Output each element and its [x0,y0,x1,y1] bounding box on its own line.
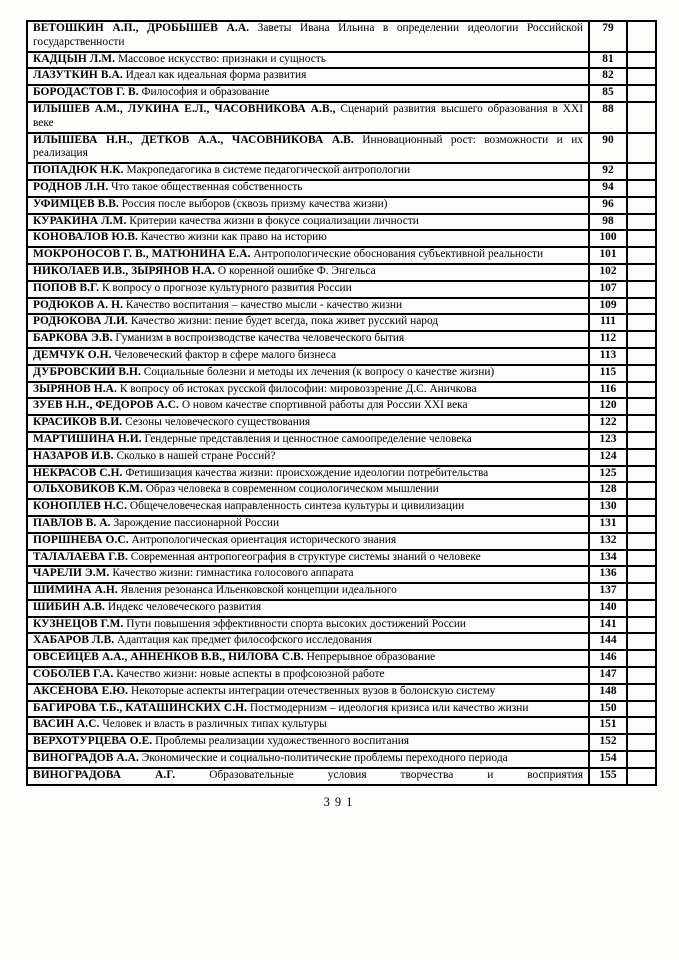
blank-cell [627,717,656,734]
entry-authors: ЗУЕВ Н.Н., ФЕДОРОВ А.С. [33,399,179,412]
entry-text [27,734,589,751]
page-number: 391 [323,794,358,809]
toc-row [27,102,656,133]
entry-authors: ПОРШНЕВА О.С. [33,533,129,546]
toc-row [27,180,656,197]
entry-authors: СОБОЛЕВ Г.А. [33,668,114,681]
toc-row [27,466,656,483]
entry-text [27,499,589,516]
entry-text [27,583,589,600]
entry-title: Философия и образование [138,86,270,99]
toc-row [27,52,656,69]
blank-cell [627,214,656,231]
entry-title: Сезоны человеческого существования [122,416,311,429]
entry-title: Зарождение пассионарной России [110,516,280,529]
entry-title: Экономические и социально-политические проблемы переходного периода [138,752,508,765]
entry-text [27,348,589,365]
entry-text [27,398,589,415]
blank-cell [627,415,656,432]
blank-cell [627,331,656,348]
entry-page: 111 [589,314,627,331]
entry-title: Критерии качества жизни в фокусе социализации личности [126,214,419,227]
blank-cell [627,197,656,214]
entry-authors: НЕКРАСОВ С.Н. [33,466,123,479]
entry-authors: БАГИРОВА Т.Б., КАТАШИНСКИХ С.Н. [33,701,248,714]
toc-row [27,667,656,684]
toc-row [27,499,656,516]
entry-title: Качество жизни: новые аспекты в профсоюзной работе [113,668,385,681]
toc-row [27,133,656,164]
entry-authors: РОДЮКОВА Л.И. [33,315,128,328]
toc-row [27,331,656,348]
entry-page: 82 [589,68,627,85]
entry-page: 144 [589,633,627,650]
blank-cell [627,583,656,600]
entry-page: 81 [589,52,627,69]
entry-page: 122 [589,415,627,432]
entry-text [27,768,589,785]
toc-row [27,230,656,247]
entry-text [27,466,589,483]
entry-authors: КУЗНЕЦОВ Г.М. [33,617,124,630]
blank-cell [627,264,656,281]
entry-title: Антропологическая ориентация исторического знания [128,533,397,546]
blank-cell [627,281,656,298]
entry-title: Сколько в нашей стране Россий? [113,449,276,462]
entry-title: Сценарий развития высшего образования в XXI веке [33,102,583,129]
entry-authors: КОНОВАЛОВ Ю.В. [33,231,138,244]
blank-cell [627,133,656,164]
entry-title: К вопросу о прогнозе культурного развития России [99,281,352,294]
entry-page: 151 [589,717,627,734]
entry-page: 88 [589,102,627,133]
entry-title: Инновационный рост: возможности и их реализация [33,133,584,160]
toc-row [27,21,656,52]
entry-page: 141 [589,617,627,634]
entry-text [27,365,589,382]
entry-authors: МОКРОНОСОВ Г. В., МАТЮНИНА Е.А. [33,248,251,261]
entry-authors: МАРТИШИНА Н.И. [33,432,142,445]
entry-text [27,566,589,583]
entry-page: 102 [589,264,627,281]
entry-authors: ВАСИН А.С. [33,718,100,731]
entry-authors: ТАЛАЛАЕВА Г.В. [33,550,128,563]
entry-text [27,600,589,617]
blank-cell [627,600,656,617]
entry-authors: ХАБАРОВ Л.В. [33,634,115,647]
entry-page: 116 [589,382,627,399]
blank-cell [627,550,656,567]
entry-text [27,516,589,533]
entry-text [27,550,589,567]
entry-authors: ОВСЕЙЦЕВ А.А., АННЕНКОВ В.В., НИЛОВА С.В. [33,651,304,664]
entry-text [27,52,589,69]
entry-authors: ЛАЗУТКИН В.А. [33,69,123,82]
toc-row [27,415,656,432]
toc-row [27,751,656,768]
entry-title: Человек и власть в различных типах культуры [99,718,327,731]
entry-title: Гуманизм в воспроизводстве качества человеческого бытия [112,332,405,345]
entry-title: Проблемы реализации художественного воспитания [152,735,410,748]
entry-page: 137 [589,583,627,600]
entry-authors: КАДЦЫН Л.М. [33,52,116,65]
entry-text [27,197,589,214]
entry-text [27,21,589,52]
blank-cell [627,533,656,550]
entry-authors: РОДЮКОВ А. Н. [33,298,124,311]
toc-row [27,768,656,785]
entry-authors: ВИНОГРАДОВ А.А. [33,752,139,765]
entry-authors: ДЕМЧУК О.Н. [33,348,112,361]
entry-text [27,163,589,180]
entry-text [27,650,589,667]
entry-authors: ШИМИНА А.Н. [33,584,118,597]
entry-text [27,432,589,449]
blank-cell [627,230,656,247]
entry-page: 152 [589,734,627,751]
entry-text [27,482,589,499]
blank-cell [627,650,656,667]
toc-table [26,20,657,786]
toc-row [27,566,656,583]
entry-page: 90 [589,133,627,164]
entry-page: 155 [589,768,627,785]
entry-title: О коренной ошибке Ф. Энгельса [215,264,376,277]
entry-title: Человеческий фактор в сфере малого бизнеса [111,348,337,361]
entry-title: Россия после выборов (сквозь призму качества жизни) [118,197,388,210]
entry-text [27,331,589,348]
entry-title: Адаптация как предмет философского исследования [114,634,372,647]
entry-text [27,449,589,466]
entry-title: Заветы Ивана Ильина в определении идеологии Российской государственности [33,22,583,48]
toc-row [27,633,656,650]
entry-title: Макропедагогика в системе педагогической антропологии [123,164,411,177]
entry-authors: КОНОПЛЕВ Н.С. [33,500,128,513]
entry-text [27,633,589,650]
entry-page: 79 [589,21,627,52]
entry-authors: КРАСИКОВ В.И. [33,416,123,429]
toc-row [27,684,656,701]
toc-row [27,449,656,466]
entry-title: О новом качестве спортивной работы для России XXI века [178,399,468,412]
entry-text [27,751,589,768]
entry-authors: НАЗАРОВ И.В. [33,449,114,462]
entry-page: 113 [589,348,627,365]
entry-title: Пути повышения эффективности спорта высоких достижений России [123,617,467,630]
toc-row [27,650,656,667]
toc-row [27,163,656,180]
toc-row [27,701,656,718]
entry-authors: ЗЫРЯНОВ Н.А. [33,382,117,395]
entry-text [27,247,589,264]
entry-page: 101 [589,247,627,264]
blank-cell [627,617,656,634]
toc-row [27,68,656,85]
blank-cell [627,21,656,52]
entry-page: 123 [589,432,627,449]
entry-page: 147 [589,667,627,684]
blank-cell [627,180,656,197]
blank-cell [627,247,656,264]
entry-text [27,533,589,550]
entry-page: 120 [589,398,627,415]
entry-text [27,382,589,399]
blank-cell [627,701,656,718]
blank-cell [627,633,656,650]
toc-row [27,734,656,751]
entry-title: Качество воспитания – качество мысли - качество жизни [123,298,403,311]
entry-page: 107 [589,281,627,298]
blank-cell [627,382,656,399]
toc-body [27,21,656,785]
entry-title: Некоторые аспекты интеграции отечественных вузов в болонскую систему [128,684,496,697]
entry-text [27,298,589,315]
entry-page: 112 [589,331,627,348]
entry-authors: ПОПОВ В.Г. [33,281,100,294]
entry-authors: ПАВЛОВ В. А. [33,516,111,529]
entry-text [27,617,589,634]
entry-text [27,281,589,298]
entry-text [27,214,589,231]
blank-cell [627,516,656,533]
entry-page: 94 [589,180,627,197]
toc-row [27,365,656,382]
blank-cell [627,499,656,516]
entry-text [27,415,589,432]
entry-title: Качество жизни: пение будет всегда, пока живет русский народ [127,315,439,328]
entry-title: Что такое общественная собственность [108,180,303,193]
entry-page: 136 [589,566,627,583]
entry-authors: УФИМЦЕВ В.В. [33,197,119,210]
blank-cell [627,102,656,133]
entry-title: Образовательные условия творчества и восприятия [175,768,583,781]
entry-page: 96 [589,197,627,214]
entry-title: Современная антропогеография в структуре системы знаний о человеке [127,550,481,563]
entry-text [27,264,589,281]
toc-row [27,617,656,634]
toc-row [27,600,656,617]
toc-row [27,583,656,600]
toc-row [27,314,656,331]
entry-title: Общечеловеческая направленность синтеза культуры и цивилизации [127,500,465,513]
entry-text [27,667,589,684]
toc-row [27,382,656,399]
blank-cell [627,667,656,684]
blank-cell [627,298,656,315]
toc-row [27,717,656,734]
toc-row [27,85,656,102]
toc-row [27,247,656,264]
toc-row [27,214,656,231]
blank-cell [627,68,656,85]
entry-authors: ВЕРХОТУРЦЕВА О.Е. [33,735,153,748]
entry-title: Антропологические обоснования субъективной реальности [250,248,544,261]
entry-text [27,717,589,734]
blank-cell [627,432,656,449]
entry-title: Образ человека в современном социологическом мышлении [142,483,439,496]
entry-text [27,684,589,701]
blank-cell [627,314,656,331]
entry-text [27,133,589,164]
blank-cell [627,482,656,499]
entry-authors: ДУБРОВСКИЙ В.Н. [33,365,141,378]
blank-cell [627,734,656,751]
entry-page: 128 [589,482,627,499]
entry-page: 154 [589,751,627,768]
entry-authors: ПОПАДЮК Н.К. [33,164,124,177]
entry-title: Качество жизни: гимнастика голосового аппарата [109,567,354,580]
entry-page: 98 [589,214,627,231]
blank-cell [627,52,656,69]
entry-text [27,230,589,247]
entry-text [27,102,589,133]
entry-text [27,68,589,85]
entry-page: 125 [589,466,627,483]
blank-cell [627,163,656,180]
entry-authors: ИЛЫШЕВ А.М., ЛУКИНА Е.Л., ЧАСОВНИКОВА А.В., [33,102,336,115]
entry-authors: ЧАРЕЛИ Э.М. [33,567,110,580]
toc-row [27,398,656,415]
blank-cell [627,449,656,466]
entry-authors: ВИНОГРАДОВА А.Г. [33,768,176,781]
entry-authors: НИКОЛАЕВ И.В., ЗЫРЯНОВ Н.А. [33,264,216,277]
toc-row [27,298,656,315]
entry-text [27,85,589,102]
entry-page: 100 [589,230,627,247]
entry-page: 146 [589,650,627,667]
blank-cell [627,365,656,382]
entry-authors: КУРАКИНА Л.М. [33,214,127,227]
entry-title: Постмодернизм – идеология кризиса или качество жизни [247,701,529,714]
entry-page: 134 [589,550,627,567]
blank-cell [627,348,656,365]
entry-text [27,314,589,331]
toc-row [27,516,656,533]
toc-row [27,264,656,281]
entry-title: Явления резонанса Ильенковской концепции идеального [117,584,397,597]
entry-authors: БОРОДАСТОВ Г. В. [33,86,139,99]
entry-authors: ИЛЫШЕВА Н.Н., ДЕТКОВ А.А., ЧАСОВНИКОВА А.В. [33,133,354,146]
blank-cell [627,85,656,102]
toc-row [27,533,656,550]
entry-title: Идеал как идеальная форма развития [122,69,307,82]
blank-cell [627,398,656,415]
entry-page: 109 [589,298,627,315]
entry-authors: ВЕТОШКИН А.П., ДРОБЫШЕВ А.А. [33,22,250,34]
entry-authors: РОДНОВ Л.Н. [33,180,109,193]
blank-cell [627,751,656,768]
entry-title: К вопросу об истоках русской философии: мировоззрение Д.С. Аничкова [116,382,477,395]
entry-title: Массовое искусство: признаки и сущность [115,52,326,65]
entry-title: Социальные болезни и методы их лечения (к вопросу о качестве жизни) [140,365,495,378]
entry-page: 92 [589,163,627,180]
blank-cell [627,566,656,583]
entry-authors: АКСЁНОВА Е.Ю. [33,684,129,697]
entry-page: 140 [589,600,627,617]
entry-page: 131 [589,516,627,533]
toc-row [27,281,656,298]
entry-page: 124 [589,449,627,466]
toc-row [27,432,656,449]
entry-page: 150 [589,701,627,718]
blank-cell [627,684,656,701]
entry-authors: ШИБИН А.В. [33,600,105,613]
toc-row [27,550,656,567]
toc-row [27,482,656,499]
entry-page: 148 [589,684,627,701]
entry-title: Качество жизни как право на историю [137,231,327,244]
entry-page: 115 [589,365,627,382]
entry-authors: ОЛЬХОВИКОВ К.М. [33,483,143,496]
entry-authors: БАРКОВА Э.В. [33,332,113,345]
blank-cell [627,466,656,483]
entry-page: 130 [589,499,627,516]
entry-text [27,701,589,718]
entry-page: 132 [589,533,627,550]
toc-row [27,197,656,214]
entry-title: Индекс человеческого развития [105,600,262,613]
entry-page: 85 [589,85,627,102]
toc-row [27,348,656,365]
blank-cell [627,768,656,785]
entry-title: Непрерывное образование [303,651,436,664]
entry-text [27,180,589,197]
entry-title: Фетишизация качества жизни: происхождение идеологии потребительства [122,466,489,479]
entry-title: Гендерные представления и ценностное самоопределение человека [141,432,472,445]
